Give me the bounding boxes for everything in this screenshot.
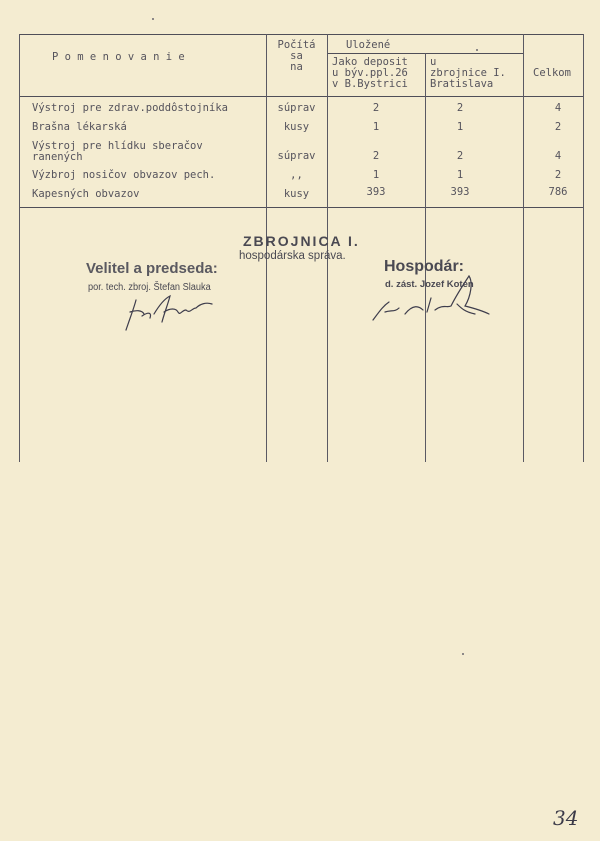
header-bottom-border [19,96,584,97]
table-row-unit: súprav [277,150,316,162]
steward-signature [365,268,495,328]
table-row-total: 4 [554,102,562,114]
table-row-name: Kapesných obvazov [32,188,140,200]
table-row-unit: kusy [283,121,310,133]
ink-dot [476,49,478,51]
commander-name: por. tech. zbroj. Štefan Slauka [88,282,211,293]
table-row-unit: kusy [283,188,310,200]
table-row-armory: 1 [456,169,464,181]
table-row-deposit: 1 [372,169,380,181]
table-row-name: Výstroj pre hlídku sberačov ranených [32,140,203,163]
commander-signature [120,290,220,336]
table-row-armory: 2 [456,102,464,114]
table-left-border [19,34,20,462]
table-row-armory: 393 [450,186,470,198]
steward-name: d. zást. Jozef Koten [385,279,474,290]
table-top-border [19,34,584,35]
table-body-bottom-border [19,207,584,208]
page-number: 34 [553,806,579,830]
table-row-unit: ,, [290,169,303,181]
header-armory: u zbrojnice I. Bratislava [430,56,506,90]
table-row-deposit: 2 [372,150,380,162]
table-row-name: Výstroj pre zdrav.poddôstojníka [32,102,228,114]
ink-dot [462,653,464,655]
table-row-total: 4 [554,150,562,162]
table-row-total: 786 [548,186,568,198]
table-row-armory: 1 [456,121,464,133]
table-row-unit: súprav [277,102,316,114]
table-row-deposit: 393 [366,186,386,198]
table-row-total: 2 [554,169,562,181]
table-row-armory: 2 [456,150,464,162]
stamp-org-name: ZBROJNICA I. [243,233,360,249]
header-stored: Uložené [346,39,391,51]
col-divider-total [523,34,524,462]
table-row-name: Brašna lékarská [32,121,127,133]
header-name: P o m e n o v a n i e [52,51,185,63]
ink-dot [152,18,154,20]
header-deposit: Jako deposit u býv.ppl.26 v B.Bystrici [332,56,408,90]
table-row-deposit: 2 [372,102,380,114]
table-row-name: Výzbroj nosičov obvazov pech. [32,169,216,181]
stamp-department: hospodárska správa. [239,250,346,262]
table-row-total: 2 [554,121,562,133]
header-total: Celkom [533,67,571,79]
table-row-deposit: 1 [372,121,380,133]
commander-title: Velitel a predseda: [86,260,218,277]
header-unit: Počítá sa na [277,39,316,73]
table-right-border [583,34,584,462]
steward-title: Hospodár: [384,258,464,275]
